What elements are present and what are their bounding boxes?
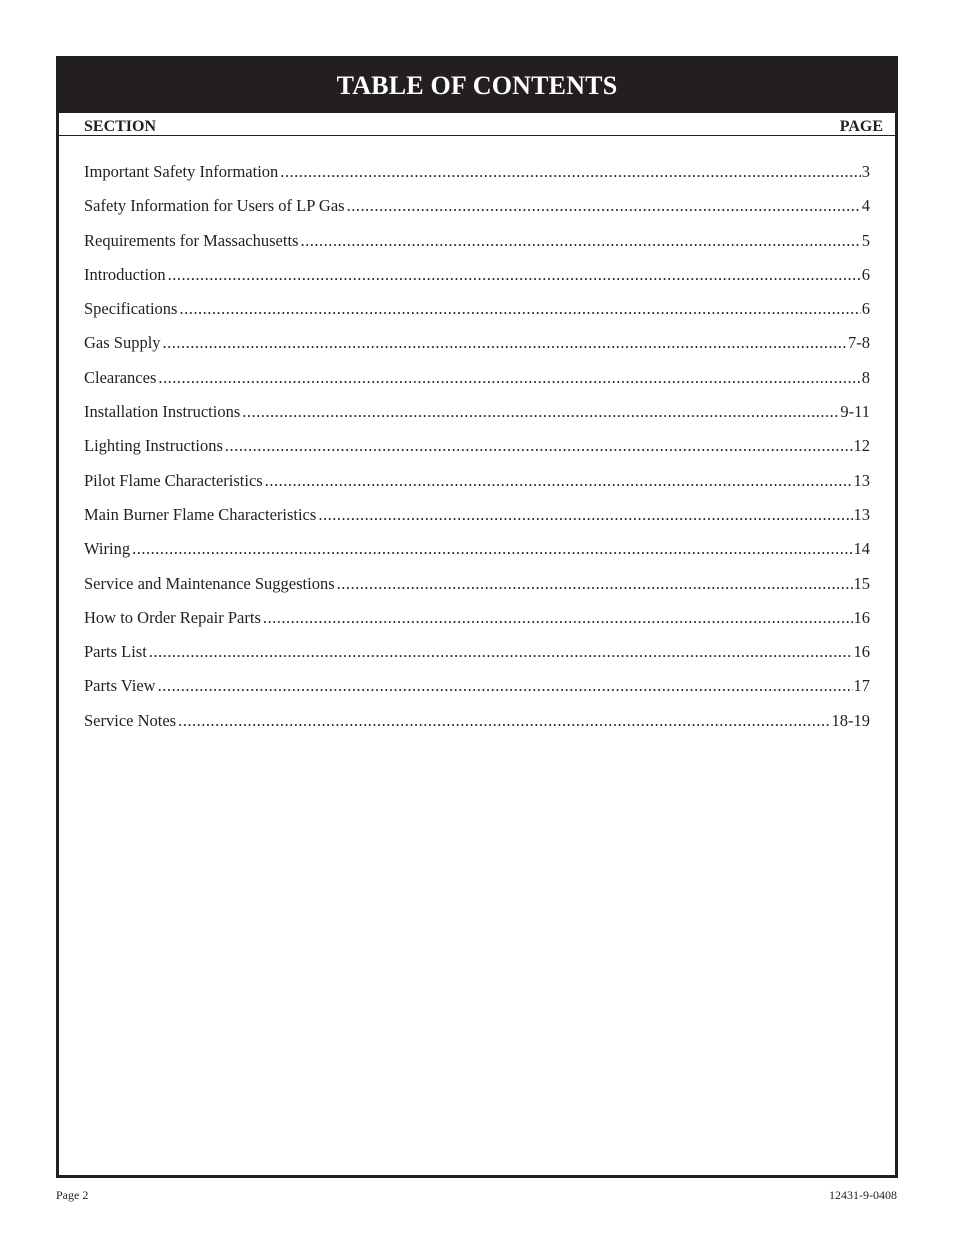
toc-entry-page: 18-19	[831, 710, 870, 730]
toc-entry-page: 13	[853, 504, 870, 524]
footer-document-number: 12431-9-0408	[829, 1188, 897, 1202]
toc-entry-label: How to Order Repair Parts	[84, 607, 261, 627]
toc-entry	[84, 711, 870, 745]
toc-entry-label: Pilot Flame Characteristics	[84, 470, 263, 490]
section-column-header: SECTION	[84, 118, 157, 135]
toc-entry-label: Specifications	[84, 299, 178, 319]
toc-entry	[84, 402, 870, 436]
toc-entry-page: 3	[861, 162, 870, 181]
toc-entry-page: 6	[861, 299, 870, 319]
toc-entry-label: Parts View	[84, 676, 156, 696]
page-column-header: PAGE	[839, 118, 883, 135]
toc-entry	[84, 676, 870, 710]
toc-entry	[84, 299, 870, 333]
toc-dot-leader	[163, 333, 847, 353]
toc-entry	[84, 539, 870, 573]
page-title: TABLE OF CONTENTS	[59, 59, 895, 113]
toc-dot-leader	[337, 574, 853, 594]
toc-dot-leader	[347, 196, 861, 216]
toc-entry	[84, 162, 870, 196]
column-headers	[59, 117, 895, 136]
toc-entry-label: Requirements for Massachusetts	[84, 230, 299, 250]
toc-dot-leader	[263, 608, 853, 628]
footer-page-number: Page 2	[56, 1188, 89, 1202]
toc-dot-leader	[178, 711, 830, 731]
toc-entry-page: 5	[861, 230, 870, 250]
toc-entry	[84, 368, 870, 402]
toc-entry-page: 4	[861, 196, 870, 216]
toc-dot-leader	[158, 676, 853, 696]
toc-entry	[84, 642, 870, 676]
toc-dot-leader	[242, 402, 839, 422]
toc-entry-page: 7-8	[848, 333, 870, 353]
toc-entry	[84, 608, 870, 642]
toc-entry-page: 16	[853, 642, 870, 662]
toc-entry-label: Gas Supply	[84, 333, 161, 353]
toc-entry-page: 17	[853, 676, 870, 696]
toc-entry-page: 13	[853, 470, 870, 490]
toc-entry-page: 12	[853, 436, 870, 456]
toc-entry-label: Service and Maintenance Suggestions	[84, 573, 335, 593]
toc-dot-leader	[149, 642, 853, 662]
toc-dot-leader	[179, 299, 860, 319]
toc-dot-leader	[168, 265, 861, 285]
toc-entry	[84, 196, 870, 230]
toc-dot-leader	[265, 471, 853, 491]
toc-entry-label: Installation Instructions	[84, 402, 241, 422]
toc-dot-leader	[158, 368, 860, 388]
toc-dot-leader	[318, 505, 852, 525]
toc-entry	[84, 436, 870, 470]
toc-entry-page: 9-11	[840, 402, 870, 422]
toc-entry-page: 15	[853, 573, 870, 593]
toc-entry	[84, 471, 870, 505]
toc-entry	[84, 574, 870, 608]
toc-dot-leader	[225, 436, 853, 456]
toc-list	[84, 162, 870, 745]
toc-entry-label: Lighting Instructions	[84, 436, 223, 456]
toc-entry	[84, 231, 870, 265]
toc-dot-leader	[132, 539, 852, 559]
toc-entry-page: 16	[853, 607, 870, 627]
toc-entry	[84, 265, 870, 299]
toc-entry-label: Important Safety Information	[84, 162, 279, 181]
toc-entry-label: Main Burner Flame Characteristics	[84, 504, 317, 524]
toc-entry-label: Wiring	[84, 539, 131, 559]
toc-entry	[84, 505, 870, 539]
toc-entry-label: Clearances	[84, 367, 157, 387]
toc-entry-page: 8	[861, 367, 870, 387]
toc-dot-leader	[300, 231, 860, 251]
toc-entry-page: 14	[853, 539, 870, 559]
toc-entry-label: Service Notes	[84, 710, 177, 730]
toc-entry-label: Parts List	[84, 642, 147, 662]
toc-dot-leader	[280, 162, 860, 182]
toc-entry-label: Safety Information for Users of LP Gas	[84, 196, 345, 216]
toc-entry-page: 6	[861, 264, 870, 284]
toc-frame	[56, 56, 898, 1178]
toc-entry	[84, 333, 870, 367]
toc-entry-label: Introduction	[84, 264, 166, 284]
